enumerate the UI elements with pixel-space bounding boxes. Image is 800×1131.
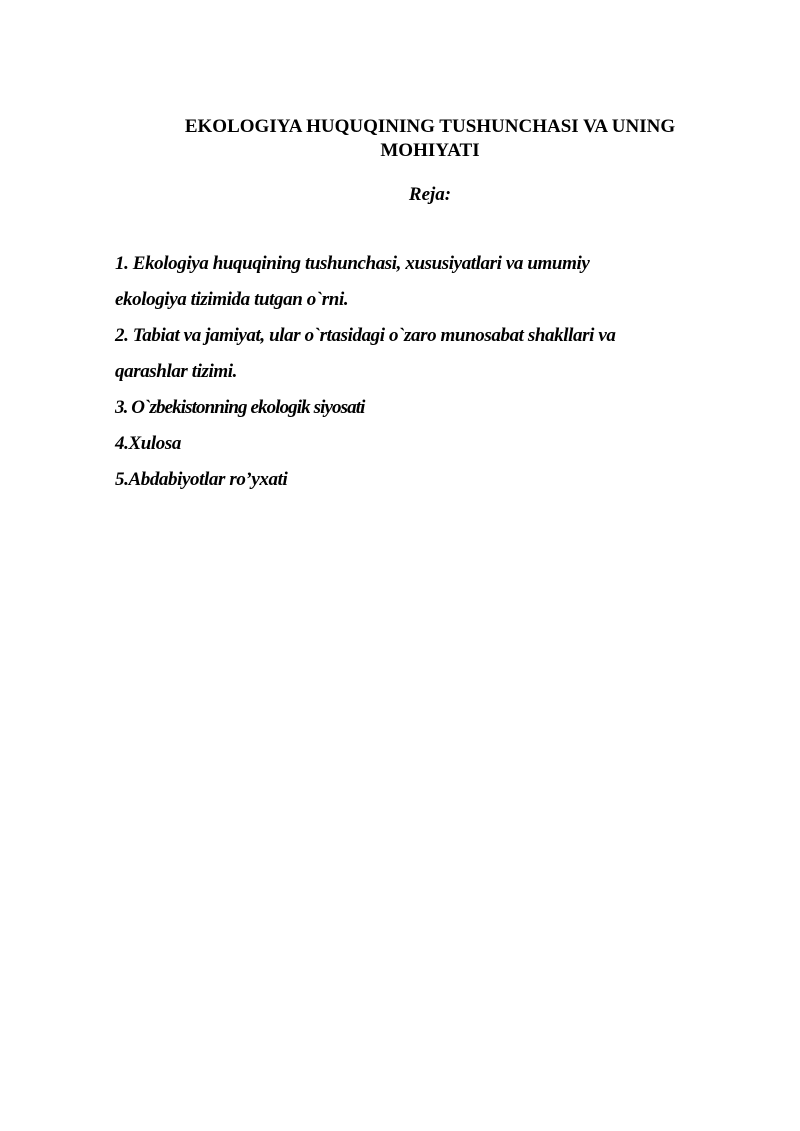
plan-heading: Reja: [408,184,452,205]
document-title-line-2: MOHIYATI [380,140,480,161]
plan-line-2: ekologiya tizimida tutgan o`rni. [115,289,349,310]
plan-line-4: qarashlar tizimi. [115,361,238,382]
plan-line-7: 5.Abdabiyotlar ro’yxati [115,469,288,490]
plan-line-5: 3. O`zbekistonning ekologik siyosati [115,397,365,418]
plan-list [115,246,735,498]
document-title [130,115,730,163]
document-title-line-1: EKOLOGIYA HUQUQINING TUSHUNCHASI VA UNING [184,116,676,137]
plan-line-3: 2. Tabiat va jamiyat, ular o`rtasidagi o`zaro munosabat shakllari va [115,325,616,346]
plan-line-1: 1. Ekologiya huquqining tushunchasi, xususiyatlari va umumiy [115,253,590,274]
plan-line-6: 4.Xulosa [115,433,181,454]
